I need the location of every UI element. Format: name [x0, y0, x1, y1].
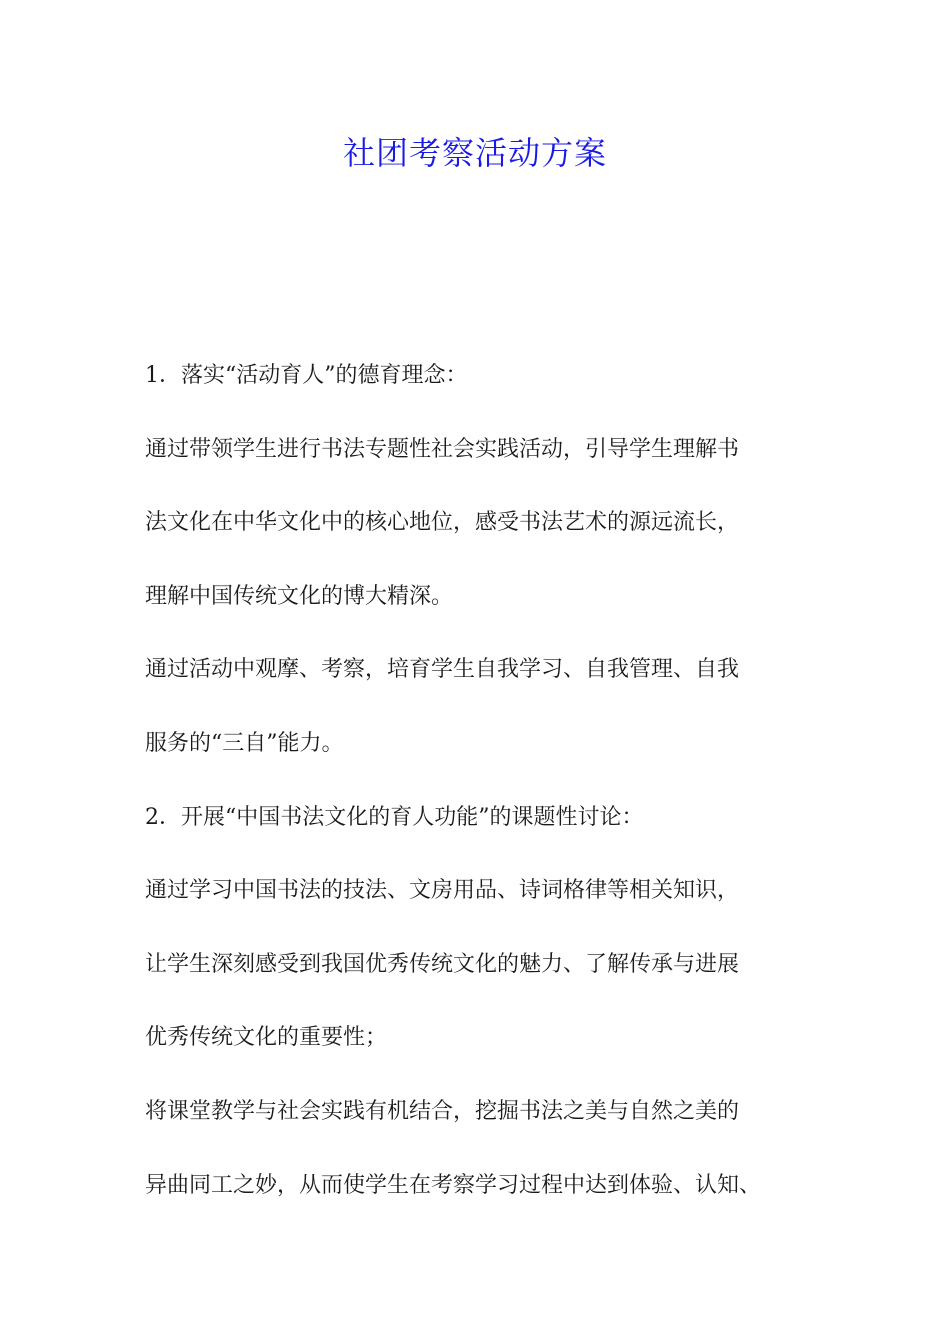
paragraph-line: 通过活动中观摩、考察，培育学生自我学习、自我管理、自我 — [145, 657, 740, 683]
paragraph-line: 让学生深刻感受到我国优秀传统文化的魅力、了解传承与进展 — [145, 951, 740, 977]
paragraph-line: 通过带领学生进行书法专题性社会实践活动，引导学生理解书 — [145, 436, 740, 462]
paragraph-line: 优秀传统文化的重要性； — [145, 1025, 388, 1051]
paragraph-line: 将课堂教学与社会实践有机结合，挖掘书法之美与自然之美的 — [145, 1098, 740, 1124]
paragraph-line: 异曲同工之妙，从而使学生在考察学习过程中达到体验、认知、 — [145, 1172, 762, 1198]
document-body — [145, 339, 825, 1222]
paragraph-line: 通过学习中国书法的技法、文房用品、诗词格律等相关知识， — [145, 878, 740, 904]
paragraph-line: 1．落实“活动育人”的德育理念： — [145, 363, 468, 388]
paragraph-line: 服务的“三自”能力。 — [145, 730, 344, 756]
document-title: 社团考察活动方案 — [342, 134, 607, 172]
paragraph-line: 理解中国传统文化的博大精深。 — [145, 583, 454, 609]
paragraph-line: 2．开展“中国书法文化的育人功能”的课题性讨论： — [145, 804, 644, 830]
paragraph-line: 法文化在中华文化中的核心地位，感受书法艺术的源远流长， — [145, 510, 740, 536]
